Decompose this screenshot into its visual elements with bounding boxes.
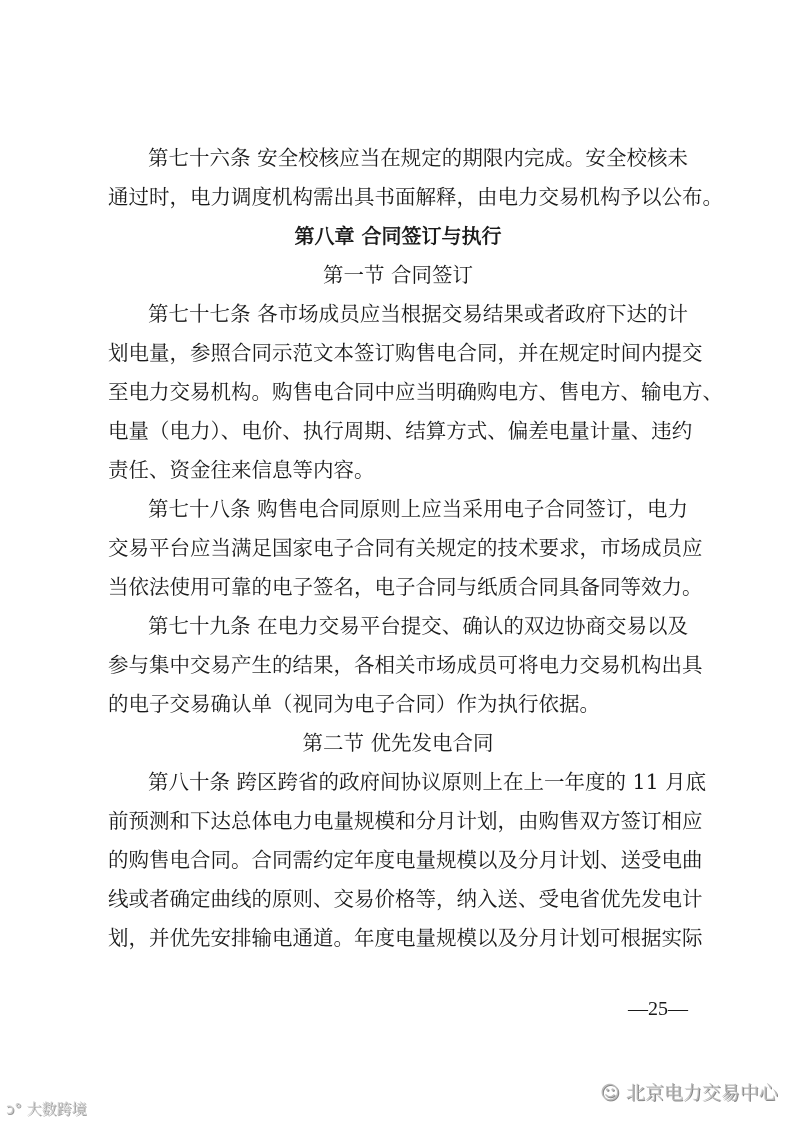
chapter-heading: 第八章 合同签订与执行 <box>294 224 502 248</box>
paragraph-line: 第八十条 跨区跨省的政府间协议原则上在上一年度的 11 月底 <box>148 770 707 794</box>
paragraph-line: 划，并优先安排输电通道。年度电量规模以及分月计划可根据实际 <box>108 926 703 950</box>
paragraph-line: 当依法使用可靠的电子签名，电子合同与纸质合同具备同等效力。 <box>108 575 703 599</box>
watermark-wechat: ☺ 北京电力交易中心 <box>600 1082 778 1104</box>
paragraph-line: 通过时，电力调度机构需出具书面解释，由电力交易机构予以公布。 <box>108 185 723 209</box>
paragraph-line: 第七十八条 购售电合同原则上应当采用电子合同签订，电力 <box>148 497 688 521</box>
logo-icon: ↄ° <box>6 1100 27 1118</box>
watermark-logo: ↄ° 大数跨境 <box>6 1100 87 1118</box>
paragraph-line: 参与集中交易产生的结果，各相关市场成员可将电力交易机构出具 <box>108 653 703 677</box>
paragraph-line: 至电力交易机构。购售电合同中应当明确购电方、售电方、输电方、 <box>108 380 723 404</box>
paragraph-line: 第七十六条 安全校核应当在规定的期限内完成。安全校核未 <box>148 146 688 170</box>
page-number: —25— <box>628 998 688 1020</box>
paragraph-line: 第七十九条 在电力交易平台提交、确认的双边协商交易以及 <box>148 614 688 638</box>
paragraph-line: 交易平台应当满足国家电子合同有关规定的技术要求，市场成员应 <box>108 536 703 560</box>
paragraph-line: 第七十七条 各市场成员应当根据交易结果或者政府下达的计 <box>148 302 688 326</box>
paragraph-line: 责任、资金往来信息等内容。 <box>108 458 375 482</box>
document-body <box>108 139 723 958</box>
section-heading: 第一节 合同签订 <box>322 263 474 287</box>
paragraph-line: 前预测和下达总体电力电量规模和分月计划，由购售双方签订相应 <box>108 809 703 833</box>
paragraph-line: 电量（电力）、电价、执行周期、结算方式、偏差电量计量、违约 <box>108 419 693 443</box>
paragraph-line: 的电子交易确认单（视同为电子合同）作为执行依据。 <box>108 692 600 716</box>
paragraph-line: 线或者确定曲线的原则、交易价格等，纳入送、受电省优先发电计 <box>108 887 703 911</box>
section-heading: 第二节 优先发电合同 <box>302 731 494 755</box>
wechat-icon: ☺ <box>600 1082 626 1104</box>
paragraph-line: 的购售电合同。合同需约定年度电量规模以及分月计划、送受电曲 <box>108 848 703 872</box>
paragraph-line: 划电量，参照合同示范文本签订购售电合同，并在规定时间内提交 <box>108 341 703 365</box>
